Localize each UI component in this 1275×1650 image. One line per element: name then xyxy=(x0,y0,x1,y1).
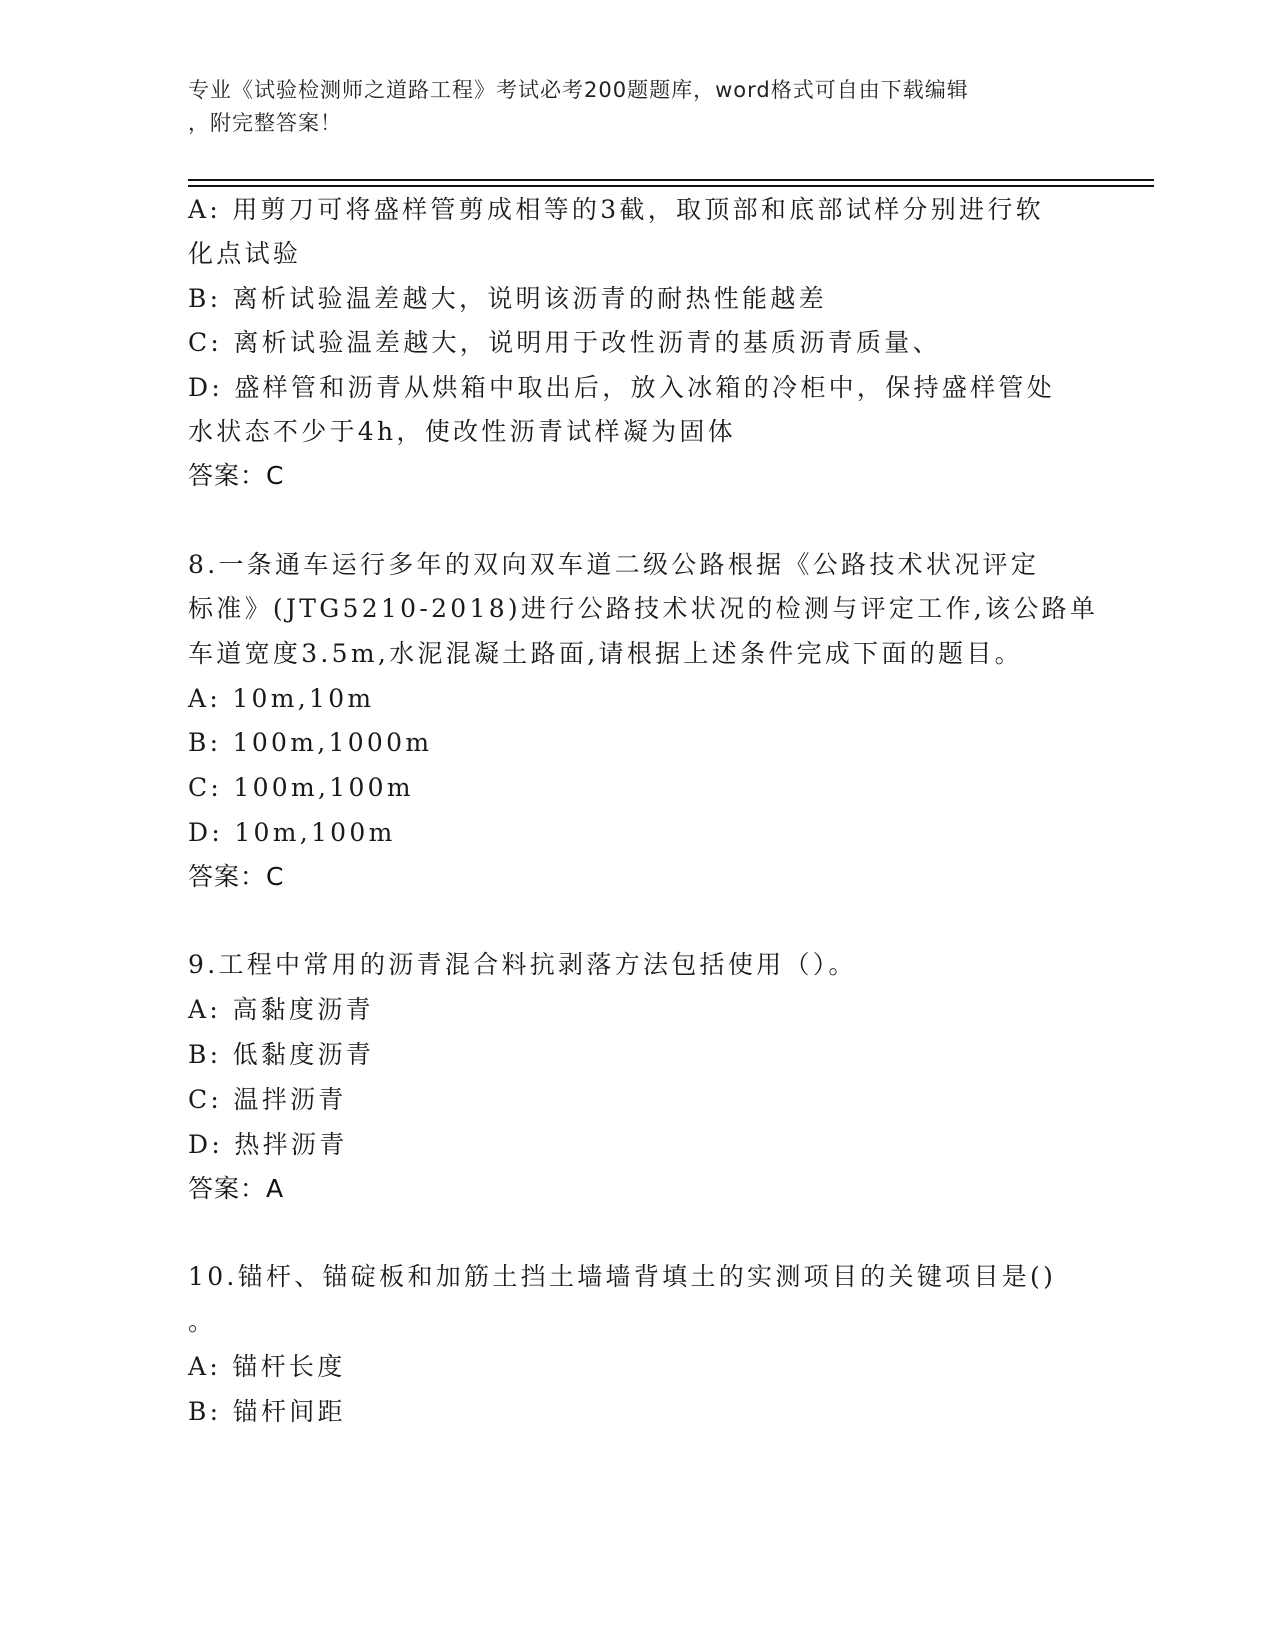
header-divider-bottom xyxy=(188,185,1154,187)
q8-option-c: C: 100m,100m xyxy=(188,773,414,802)
q8-stem-line2: 标准》(JTG5210-2018)进行公路技术状况的检测与评定工作,该公路单 xyxy=(188,594,1099,623)
document-header xyxy=(188,74,1068,140)
q10-stem-line2: 。 xyxy=(188,1307,217,1336)
q7-option-a-line1: A: 用剪刀可将盛样管剪成相等的3截，取顶部和底部试样分别进行软 xyxy=(188,195,1044,224)
q8-answer: 答案：C xyxy=(188,862,285,891)
q7-option-d-line2: 水状态不少于4h，使改性沥青试样凝为固体 xyxy=(188,417,737,446)
q9-option-c: C: 温拌沥青 xyxy=(188,1085,347,1114)
q8-option-b: B: 100m,1000m xyxy=(188,728,433,757)
q7-option-a-line2: 化点试验 xyxy=(188,239,302,268)
q9-stem: 9.工程中常用的沥青混合料抗剥落方法包括使用（）。 xyxy=(188,950,857,979)
q9-option-b: B: 低黏度沥青 xyxy=(188,1040,375,1069)
q9-answer: 答案：A xyxy=(188,1174,285,1203)
q9-option-d: D: 热拌沥青 xyxy=(188,1130,348,1159)
q9-option-a: A: 高黏度沥青 xyxy=(188,995,374,1024)
header-title-line2: ，附完整答案！ xyxy=(188,111,342,135)
q7-option-d-line1: D: 盛样管和沥青从烘箱中取出后，放入冰箱的冷柜中，保持盛样管处 xyxy=(188,373,1056,402)
header-divider-top xyxy=(188,179,1154,181)
q7-answer: 答案：C xyxy=(188,461,285,490)
q10-option-b: B: 锚杆间距 xyxy=(188,1397,346,1426)
q10-stem-line1: 10.锚杆、锚碇板和加筋土挡土墙墙背填土的实测项目的关键项目是() xyxy=(188,1262,1057,1291)
q8-option-a: A: 10m,10m xyxy=(188,684,375,713)
q10-option-a: A: 锚杆长度 xyxy=(188,1352,346,1381)
q8-stem-line1: 8.一条通车运行多年的双向双车道二级公路根据《公路技术状况评定 xyxy=(188,550,1040,579)
q7-option-c: C: 离析试验温差越大，说明用于改性沥青的基质沥青质量、 xyxy=(188,328,941,357)
header-title-line1: 专业《试验检测师之道路工程》考试必考200题题库，word格式可自由下载编辑 xyxy=(188,78,969,102)
q8-option-d: D: 10m,100m xyxy=(188,818,396,847)
q7-option-b: B: 离析试验温差越大，说明该沥青的耐热性能越差 xyxy=(188,284,827,313)
q8-stem-line3: 车道宽度3.5m,水泥混凝土路面,请根据上述条件完成下面的题目。 xyxy=(188,639,1023,668)
